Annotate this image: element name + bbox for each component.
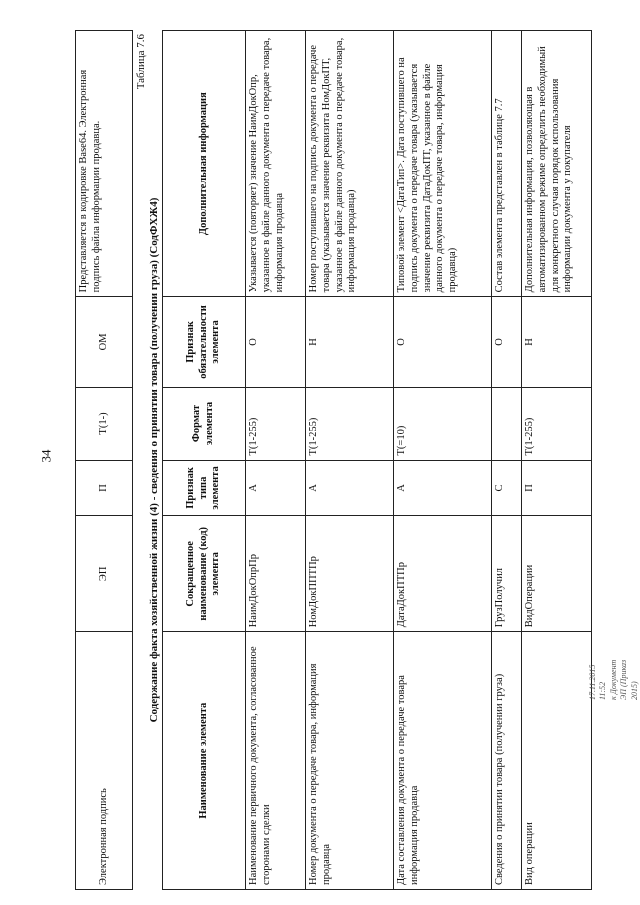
cell-info: Дополнительная информация, позволяющая в автоматизированном режиме определить необходимый для конкретного случая порядок использования информации документа у покупателя bbox=[522, 31, 592, 297]
header-type: Признак типа элемента bbox=[163, 460, 246, 516]
cell-format bbox=[492, 387, 522, 460]
table-row bbox=[492, 31, 522, 890]
cell-name: Наименование первичного документа, согласованное сторонами сделки bbox=[246, 632, 306, 890]
cell-type: А bbox=[394, 460, 492, 516]
cell-required: О bbox=[492, 297, 522, 387]
header-row bbox=[163, 31, 246, 890]
cell-type: А bbox=[306, 460, 394, 516]
cell-name: Электронная подпись bbox=[76, 632, 133, 890]
cell-info: Типовой элемент <ДатаТип>. Дата поступившего на подпись документа о передаче товара (указывается значение реквизита ДатаДокПТ, указанное в файле данного документа о передаче товара, информация продавца) bbox=[394, 31, 492, 297]
cell-type: А bbox=[246, 460, 306, 516]
cell-format: T(=10) bbox=[394, 387, 492, 460]
rotated-page-content bbox=[75, 30, 630, 890]
cell-info: Номер поступившего на подпись документа о передаче товара (указывается значение реквизита НомДокПТ, указанное в файле данного документа о передаче товара, информация продавца) bbox=[306, 31, 394, 297]
cell-name: Дата составления документа о передаче товара информация продавца bbox=[394, 632, 492, 890]
cell-name: Сведения о принятии товара (получении груза) bbox=[492, 632, 522, 890]
cell-format: T(1-255) bbox=[306, 387, 394, 460]
cell-type: П bbox=[76, 460, 133, 516]
table-row bbox=[246, 31, 306, 890]
header-code: Сокращенное наименование (код) элемента bbox=[163, 516, 246, 632]
document-stamp bbox=[588, 648, 640, 700]
cell-code: НомДокППТПр bbox=[306, 516, 394, 632]
table-row bbox=[306, 31, 394, 890]
cell-type: С bbox=[492, 460, 522, 516]
cell-format: T(1-) bbox=[76, 387, 133, 460]
electronic-signature-table bbox=[75, 30, 133, 890]
header-name: Наименование элемента bbox=[163, 632, 246, 890]
header-format: Формат элемента bbox=[163, 387, 246, 460]
cell-required: Н bbox=[306, 297, 394, 387]
cell-format: T(1-255) bbox=[522, 387, 592, 460]
page-number: 34 bbox=[38, 449, 54, 463]
cell-code: ЭП bbox=[76, 516, 133, 632]
stamp-date: 17.11.2015 11:52 bbox=[588, 664, 608, 700]
cell-code: НаимДокОпрПр bbox=[246, 516, 306, 632]
cell-name: Вид операции bbox=[522, 632, 592, 890]
cell-type: П bbox=[522, 460, 592, 516]
cell-required: Н bbox=[522, 297, 592, 387]
cell-info: Представляется в кодировке Base64. Электронная подпись файла информации продавца. bbox=[76, 31, 133, 297]
content-table bbox=[162, 30, 592, 890]
header-required: Признак обязательности элемента bbox=[163, 297, 246, 387]
table-title: Содержание факта хозяйственной жизни (4) - сведения о принятии товара (получении груза) (СодФХЖ4) bbox=[148, 197, 160, 723]
table-row bbox=[76, 31, 133, 890]
cell-code: ГрузПолучил bbox=[492, 516, 522, 632]
cell-format: T(1-255) bbox=[246, 387, 306, 460]
cell-required: О bbox=[394, 297, 492, 387]
cell-name: Номер документа о передаче товара, информация продавца bbox=[306, 632, 394, 890]
header-info: Дополнительная информация bbox=[163, 31, 246, 297]
cell-required: О bbox=[246, 297, 306, 387]
stamp-caption: к Документ ЭП (Приказ 2015) bbox=[608, 659, 639, 700]
cell-code: ВидОперации bbox=[522, 516, 592, 632]
cell-code: ДатаДокПТПр bbox=[394, 516, 492, 632]
cell-required: ОМ bbox=[76, 297, 133, 387]
table-row bbox=[522, 31, 592, 890]
table-row bbox=[394, 31, 492, 890]
table-label: Таблица 7.6 bbox=[135, 34, 147, 90]
cell-info: Состав элемента представлен в таблице 7.7 bbox=[492, 31, 522, 297]
cell-info: Указывается (повторяет) значение НаимДокОпр, указанное в файле данного документа о передаче товара, информация продавца bbox=[246, 31, 306, 297]
